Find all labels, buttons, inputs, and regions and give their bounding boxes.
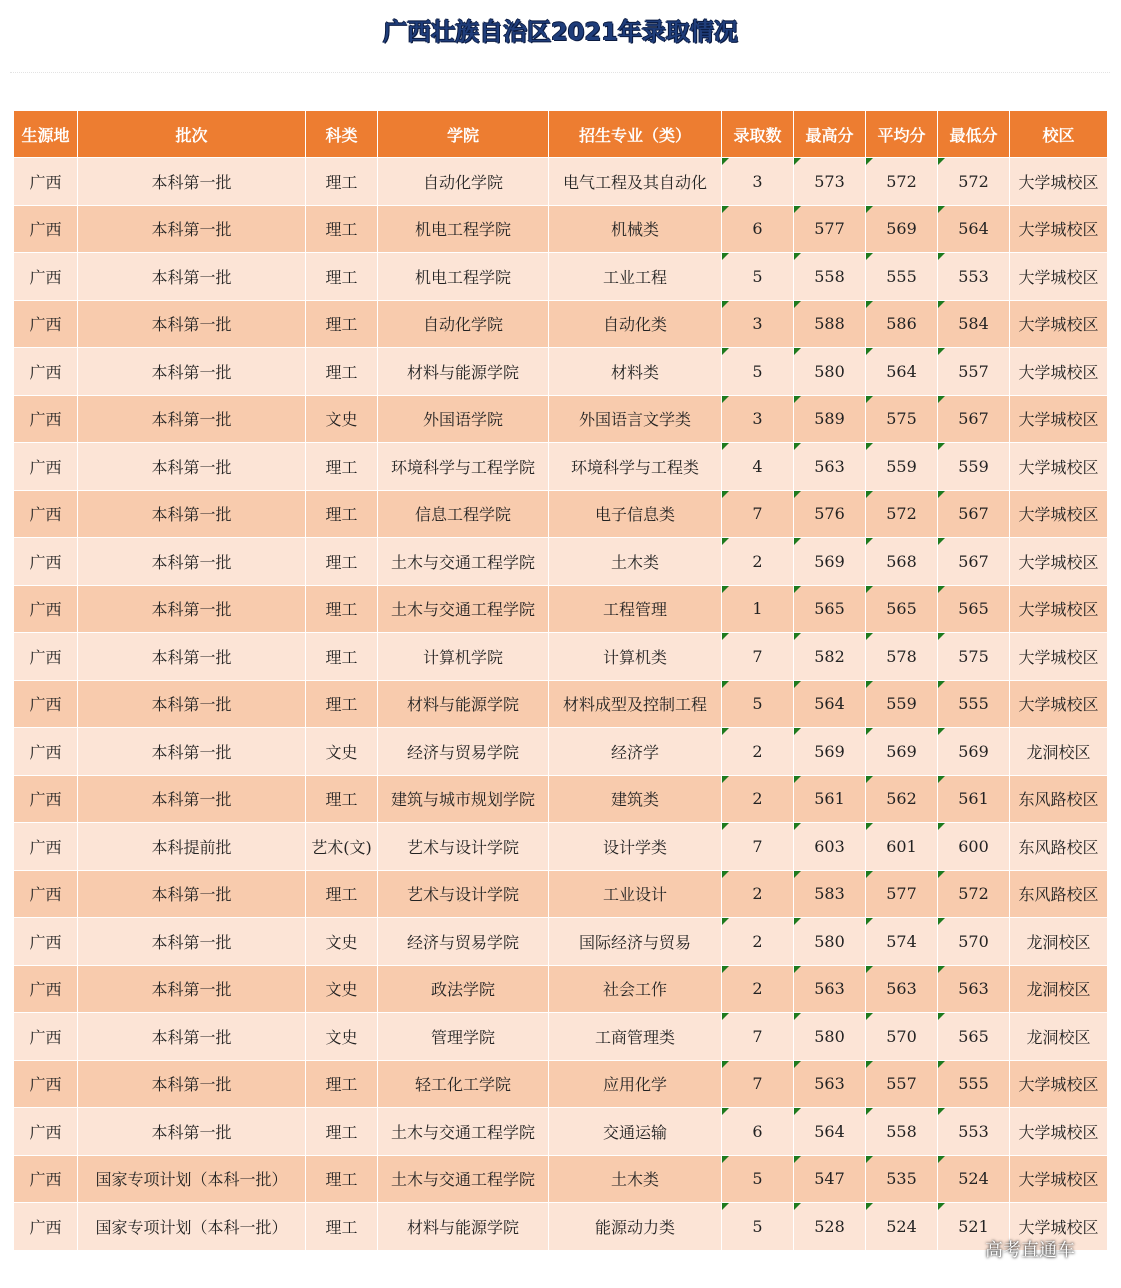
header-batch: 批次 — [78, 111, 306, 158]
category-cell: 文史 — [306, 1013, 378, 1061]
college-cell: 政法学院 — [378, 965, 549, 1013]
category-cell: 理工 — [306, 490, 378, 538]
major-cell: 自动化类 — [549, 300, 722, 348]
batch-cell: 本科第一批 — [78, 490, 306, 538]
college-cell: 材料与能源学院 — [378, 680, 549, 728]
source-cell: 广西 — [14, 300, 78, 348]
table-row — [14, 490, 1108, 538]
avg-score-cell: 524 — [866, 1203, 938, 1251]
batch-cell: 本科第一批 — [78, 870, 306, 918]
admission-table — [13, 110, 1108, 1251]
major-cell: 工程管理 — [549, 585, 722, 633]
college-cell: 经济与贸易学院 — [378, 728, 549, 776]
admitted-cell: 5 — [722, 1203, 794, 1251]
campus-cell: 龙洞校区 — [1010, 918, 1108, 966]
category-cell: 理工 — [306, 1155, 378, 1203]
college-cell: 计算机学院 — [378, 633, 549, 681]
admitted-cell: 3 — [722, 300, 794, 348]
college-cell: 外国语学院 — [378, 395, 549, 443]
category-cell: 理工 — [306, 348, 378, 396]
table-row — [14, 395, 1108, 443]
category-cell: 理工 — [306, 680, 378, 728]
avg-score-cell: 569 — [866, 728, 938, 776]
source-cell: 广西 — [14, 823, 78, 871]
min-score-cell: 559 — [938, 443, 1010, 491]
max-score-cell: 577 — [794, 205, 866, 253]
college-cell: 机电工程学院 — [378, 205, 549, 253]
min-score-cell: 557 — [938, 348, 1010, 396]
college-cell: 管理学院 — [378, 1013, 549, 1061]
major-cell: 工商管理类 — [549, 1013, 722, 1061]
batch-cell: 国家专项计划（本科一批） — [78, 1203, 306, 1251]
major-cell: 建筑类 — [549, 775, 722, 823]
batch-cell: 本科第一批 — [78, 253, 306, 301]
category-cell: 理工 — [306, 538, 378, 586]
college-cell: 土木与交通工程学院 — [378, 1155, 549, 1203]
avg-score-cell: 577 — [866, 870, 938, 918]
campus-cell: 大学城校区 — [1010, 205, 1108, 253]
avg-score-cell: 559 — [866, 443, 938, 491]
batch-cell: 国家专项计划（本科一批） — [78, 1155, 306, 1203]
college-cell: 土木与交通工程学院 — [378, 1108, 549, 1156]
major-cell: 材料成型及控制工程 — [549, 680, 722, 728]
min-score-cell: 570 — [938, 918, 1010, 966]
avg-score-cell: 565 — [866, 585, 938, 633]
batch-cell: 本科第一批 — [78, 205, 306, 253]
category-cell: 文史 — [306, 728, 378, 776]
avg-score-cell: 568 — [866, 538, 938, 586]
avg-score-cell: 572 — [866, 158, 938, 206]
college-cell: 环境科学与工程学院 — [378, 443, 549, 491]
college-cell: 艺术与设计学院 — [378, 823, 549, 871]
batch-cell: 本科第一批 — [78, 1060, 306, 1108]
category-cell: 理工 — [306, 158, 378, 206]
avg-score-cell: 586 — [866, 300, 938, 348]
college-cell: 土木与交通工程学院 — [378, 585, 549, 633]
min-score-cell: 524 — [938, 1155, 1010, 1203]
major-cell: 国际经济与贸易 — [549, 918, 722, 966]
category-cell: 理工 — [306, 870, 378, 918]
college-cell: 艺术与设计学院 — [378, 870, 549, 918]
campus-cell: 大学城校区 — [1010, 348, 1108, 396]
avg-score-cell: 575 — [866, 395, 938, 443]
table-row — [14, 728, 1108, 776]
campus-cell: 大学城校区 — [1010, 443, 1108, 491]
category-cell: 理工 — [306, 300, 378, 348]
table-row — [14, 348, 1108, 396]
batch-cell: 本科第一批 — [78, 158, 306, 206]
category-cell: 理工 — [306, 443, 378, 491]
category-cell: 理工 — [306, 205, 378, 253]
campus-cell: 大学城校区 — [1010, 633, 1108, 681]
max-score-cell: 582 — [794, 633, 866, 681]
batch-cell: 本科提前批 — [78, 823, 306, 871]
source-cell: 广西 — [14, 348, 78, 396]
min-score-cell: 563 — [938, 965, 1010, 1013]
table-row — [14, 680, 1108, 728]
source-cell: 广西 — [14, 775, 78, 823]
source-cell: 广西 — [14, 443, 78, 491]
table-row — [14, 1060, 1108, 1108]
campus-cell: 东风路校区 — [1010, 823, 1108, 871]
batch-cell: 本科第一批 — [78, 918, 306, 966]
page-title: 广西壮族自治区2021年录取情况 — [383, 18, 738, 46]
watermark: 高考直通车 — [985, 1240, 1075, 1261]
college-cell: 材料与能源学院 — [378, 348, 549, 396]
admitted-cell: 7 — [722, 633, 794, 681]
admitted-cell: 7 — [722, 1013, 794, 1061]
table-row — [14, 1203, 1108, 1251]
category-cell: 艺术(文) — [306, 823, 378, 871]
avg-score-cell: 578 — [866, 633, 938, 681]
admitted-cell: 1 — [722, 585, 794, 633]
table-row — [14, 870, 1108, 918]
batch-cell: 本科第一批 — [78, 538, 306, 586]
max-score-cell: 589 — [794, 395, 866, 443]
batch-cell: 本科第一批 — [78, 300, 306, 348]
campus-cell: 龙洞校区 — [1010, 965, 1108, 1013]
major-cell: 材料类 — [549, 348, 722, 396]
campus-cell: 大学城校区 — [1010, 253, 1108, 301]
max-score-cell: 563 — [794, 443, 866, 491]
admitted-cell: 5 — [722, 348, 794, 396]
batch-cell: 本科第一批 — [78, 395, 306, 443]
avg-score-cell: 564 — [866, 348, 938, 396]
max-score-cell: 561 — [794, 775, 866, 823]
admitted-cell: 7 — [722, 823, 794, 871]
source-cell: 广西 — [14, 1060, 78, 1108]
campus-cell: 龙洞校区 — [1010, 1013, 1108, 1061]
min-score-cell: 569 — [938, 728, 1010, 776]
campus-cell: 大学城校区 — [1010, 1155, 1108, 1203]
college-cell: 机电工程学院 — [378, 253, 549, 301]
source-cell: 广西 — [14, 395, 78, 443]
table-row — [14, 538, 1108, 586]
header-avg-score: 平均分 — [866, 111, 938, 158]
avg-score-cell: 601 — [866, 823, 938, 871]
admitted-cell: 2 — [722, 870, 794, 918]
source-cell: 广西 — [14, 918, 78, 966]
source-cell: 广西 — [14, 1013, 78, 1061]
min-score-cell: 572 — [938, 870, 1010, 918]
min-score-cell: 567 — [938, 538, 1010, 586]
batch-cell: 本科第一批 — [78, 443, 306, 491]
admitted-cell: 2 — [722, 728, 794, 776]
source-cell: 广西 — [14, 585, 78, 633]
college-cell: 自动化学院 — [378, 158, 549, 206]
source-cell: 广西 — [14, 253, 78, 301]
table-row — [14, 585, 1108, 633]
source-cell: 广西 — [14, 1155, 78, 1203]
major-cell: 机械类 — [549, 205, 722, 253]
max-score-cell: 528 — [794, 1203, 866, 1251]
table-row — [14, 253, 1108, 301]
divider — [10, 72, 1110, 73]
major-cell: 工业设计 — [549, 870, 722, 918]
header-source: 生源地 — [14, 111, 78, 158]
source-cell: 广西 — [14, 870, 78, 918]
header-admitted: 录取数 — [722, 111, 794, 158]
header-category: 科类 — [306, 111, 378, 158]
batch-cell: 本科第一批 — [78, 1108, 306, 1156]
min-score-cell: 567 — [938, 395, 1010, 443]
major-cell: 土木类 — [549, 1155, 722, 1203]
min-score-cell: 584 — [938, 300, 1010, 348]
source-cell: 广西 — [14, 1108, 78, 1156]
min-score-cell: 521 — [938, 1203, 1010, 1251]
batch-cell: 本科第一批 — [78, 1013, 306, 1061]
source-cell: 广西 — [14, 633, 78, 681]
table-body — [14, 158, 1108, 1251]
min-score-cell: 553 — [938, 1108, 1010, 1156]
category-cell: 理工 — [306, 1060, 378, 1108]
college-cell: 土木与交通工程学院 — [378, 538, 549, 586]
admitted-cell: 2 — [722, 775, 794, 823]
min-score-cell: 565 — [938, 585, 1010, 633]
max-score-cell: 583 — [794, 870, 866, 918]
max-score-cell: 576 — [794, 490, 866, 538]
batch-cell: 本科第一批 — [78, 585, 306, 633]
avg-score-cell: 570 — [866, 1013, 938, 1061]
table-row — [14, 300, 1108, 348]
category-cell: 理工 — [306, 1108, 378, 1156]
category-cell: 文史 — [306, 918, 378, 966]
admitted-cell: 3 — [722, 158, 794, 206]
source-cell: 广西 — [14, 965, 78, 1013]
college-cell: 轻工化工学院 — [378, 1060, 549, 1108]
college-cell: 信息工程学院 — [378, 490, 549, 538]
avg-score-cell: 555 — [866, 253, 938, 301]
max-score-cell: 580 — [794, 918, 866, 966]
avg-score-cell: 569 — [866, 205, 938, 253]
avg-score-cell: 557 — [866, 1060, 938, 1108]
table-row — [14, 158, 1108, 206]
max-score-cell: 563 — [794, 1060, 866, 1108]
min-score-cell: 565 — [938, 1013, 1010, 1061]
avg-score-cell: 563 — [866, 965, 938, 1013]
table-row — [14, 1013, 1108, 1061]
major-cell: 外国语言文学类 — [549, 395, 722, 443]
min-score-cell: 555 — [938, 1060, 1010, 1108]
category-cell: 理工 — [306, 633, 378, 681]
table-row — [14, 918, 1108, 966]
source-cell: 广西 — [14, 538, 78, 586]
header-max-score: 最高分 — [794, 111, 866, 158]
category-cell: 理工 — [306, 1203, 378, 1251]
min-score-cell: 564 — [938, 205, 1010, 253]
table-row — [14, 205, 1108, 253]
max-score-cell: 580 — [794, 348, 866, 396]
campus-cell: 东风路校区 — [1010, 870, 1108, 918]
major-cell: 设计学类 — [549, 823, 722, 871]
avg-score-cell: 558 — [866, 1108, 938, 1156]
source-cell: 广西 — [14, 205, 78, 253]
admitted-cell: 5 — [722, 253, 794, 301]
min-score-cell: 575 — [938, 633, 1010, 681]
major-cell: 电子信息类 — [549, 490, 722, 538]
campus-cell: 大学城校区 — [1010, 395, 1108, 443]
header-min-score: 最低分 — [938, 111, 1010, 158]
admitted-cell: 4 — [722, 443, 794, 491]
category-cell: 理工 — [306, 775, 378, 823]
campus-cell: 大学城校区 — [1010, 1060, 1108, 1108]
min-score-cell: 561 — [938, 775, 1010, 823]
avg-score-cell: 574 — [866, 918, 938, 966]
campus-cell: 龙洞校区 — [1010, 728, 1108, 776]
min-score-cell: 553 — [938, 253, 1010, 301]
major-cell: 经济学 — [549, 728, 722, 776]
major-cell: 能源动力类 — [549, 1203, 722, 1251]
table-row — [14, 775, 1108, 823]
header-college: 学院 — [378, 111, 549, 158]
table-row — [14, 1155, 1108, 1203]
source-cell: 广西 — [14, 490, 78, 538]
batch-cell: 本科第一批 — [78, 728, 306, 776]
header-row — [14, 111, 1108, 158]
table-row — [14, 965, 1108, 1013]
major-cell: 社会工作 — [549, 965, 722, 1013]
major-cell: 环境科学与工程类 — [549, 443, 722, 491]
campus-cell: 大学城校区 — [1010, 490, 1108, 538]
avg-score-cell: 562 — [866, 775, 938, 823]
admitted-cell: 5 — [722, 1155, 794, 1203]
admitted-cell: 7 — [722, 1060, 794, 1108]
max-score-cell: 580 — [794, 1013, 866, 1061]
campus-cell: 大学城校区 — [1010, 680, 1108, 728]
admitted-cell: 6 — [722, 205, 794, 253]
min-score-cell: 600 — [938, 823, 1010, 871]
max-score-cell: 547 — [794, 1155, 866, 1203]
campus-cell: 东风路校区 — [1010, 775, 1108, 823]
admitted-cell: 6 — [722, 1108, 794, 1156]
college-cell: 材料与能源学院 — [378, 1203, 549, 1251]
admitted-cell: 3 — [722, 395, 794, 443]
college-cell: 经济与贸易学院 — [378, 918, 549, 966]
batch-cell: 本科第一批 — [78, 680, 306, 728]
max-score-cell: 588 — [794, 300, 866, 348]
max-score-cell: 569 — [794, 728, 866, 776]
max-score-cell: 558 — [794, 253, 866, 301]
min-score-cell: 567 — [938, 490, 1010, 538]
admitted-cell: 2 — [722, 918, 794, 966]
admitted-cell: 2 — [722, 538, 794, 586]
major-cell: 计算机类 — [549, 633, 722, 681]
min-score-cell: 555 — [938, 680, 1010, 728]
college-cell: 建筑与城市规划学院 — [378, 775, 549, 823]
batch-cell: 本科第一批 — [78, 965, 306, 1013]
admitted-cell: 7 — [722, 490, 794, 538]
source-cell: 广西 — [14, 728, 78, 776]
campus-cell: 大学城校区 — [1010, 585, 1108, 633]
admitted-cell: 2 — [722, 965, 794, 1013]
major-cell: 应用化学 — [549, 1060, 722, 1108]
category-cell: 文史 — [306, 395, 378, 443]
category-cell: 理工 — [306, 253, 378, 301]
major-cell: 工业工程 — [549, 253, 722, 301]
batch-cell: 本科第一批 — [78, 348, 306, 396]
category-cell: 理工 — [306, 585, 378, 633]
category-cell: 文史 — [306, 965, 378, 1013]
campus-cell: 大学城校区 — [1010, 1108, 1108, 1156]
batch-cell: 本科第一批 — [78, 633, 306, 681]
campus-cell: 大学城校区 — [1010, 158, 1108, 206]
max-score-cell: 573 — [794, 158, 866, 206]
max-score-cell: 603 — [794, 823, 866, 871]
table-row — [14, 633, 1108, 681]
major-cell: 交通运输 — [549, 1108, 722, 1156]
table-row — [14, 823, 1108, 871]
avg-score-cell: 572 — [866, 490, 938, 538]
max-score-cell: 565 — [794, 585, 866, 633]
major-cell: 土木类 — [549, 538, 722, 586]
college-cell: 自动化学院 — [378, 300, 549, 348]
table-row — [14, 443, 1108, 491]
source-cell: 广西 — [14, 680, 78, 728]
source-cell: 广西 — [14, 158, 78, 206]
campus-cell: 大学城校区 — [1010, 300, 1108, 348]
major-cell: 电气工程及其自动化 — [549, 158, 722, 206]
max-score-cell: 569 — [794, 538, 866, 586]
source-cell: 广西 — [14, 1203, 78, 1251]
avg-score-cell: 559 — [866, 680, 938, 728]
admitted-cell: 5 — [722, 680, 794, 728]
campus-cell: 大学城校区 — [1010, 1203, 1108, 1251]
avg-score-cell: 535 — [866, 1155, 938, 1203]
min-score-cell: 572 — [938, 158, 1010, 206]
max-score-cell: 564 — [794, 1108, 866, 1156]
header-major: 招生专业（类） — [549, 111, 722, 158]
table-row — [14, 1108, 1108, 1156]
campus-cell: 大学城校区 — [1010, 538, 1108, 586]
batch-cell: 本科第一批 — [78, 775, 306, 823]
max-score-cell: 563 — [794, 965, 866, 1013]
header-campus: 校区 — [1010, 111, 1108, 158]
max-score-cell: 564 — [794, 680, 866, 728]
